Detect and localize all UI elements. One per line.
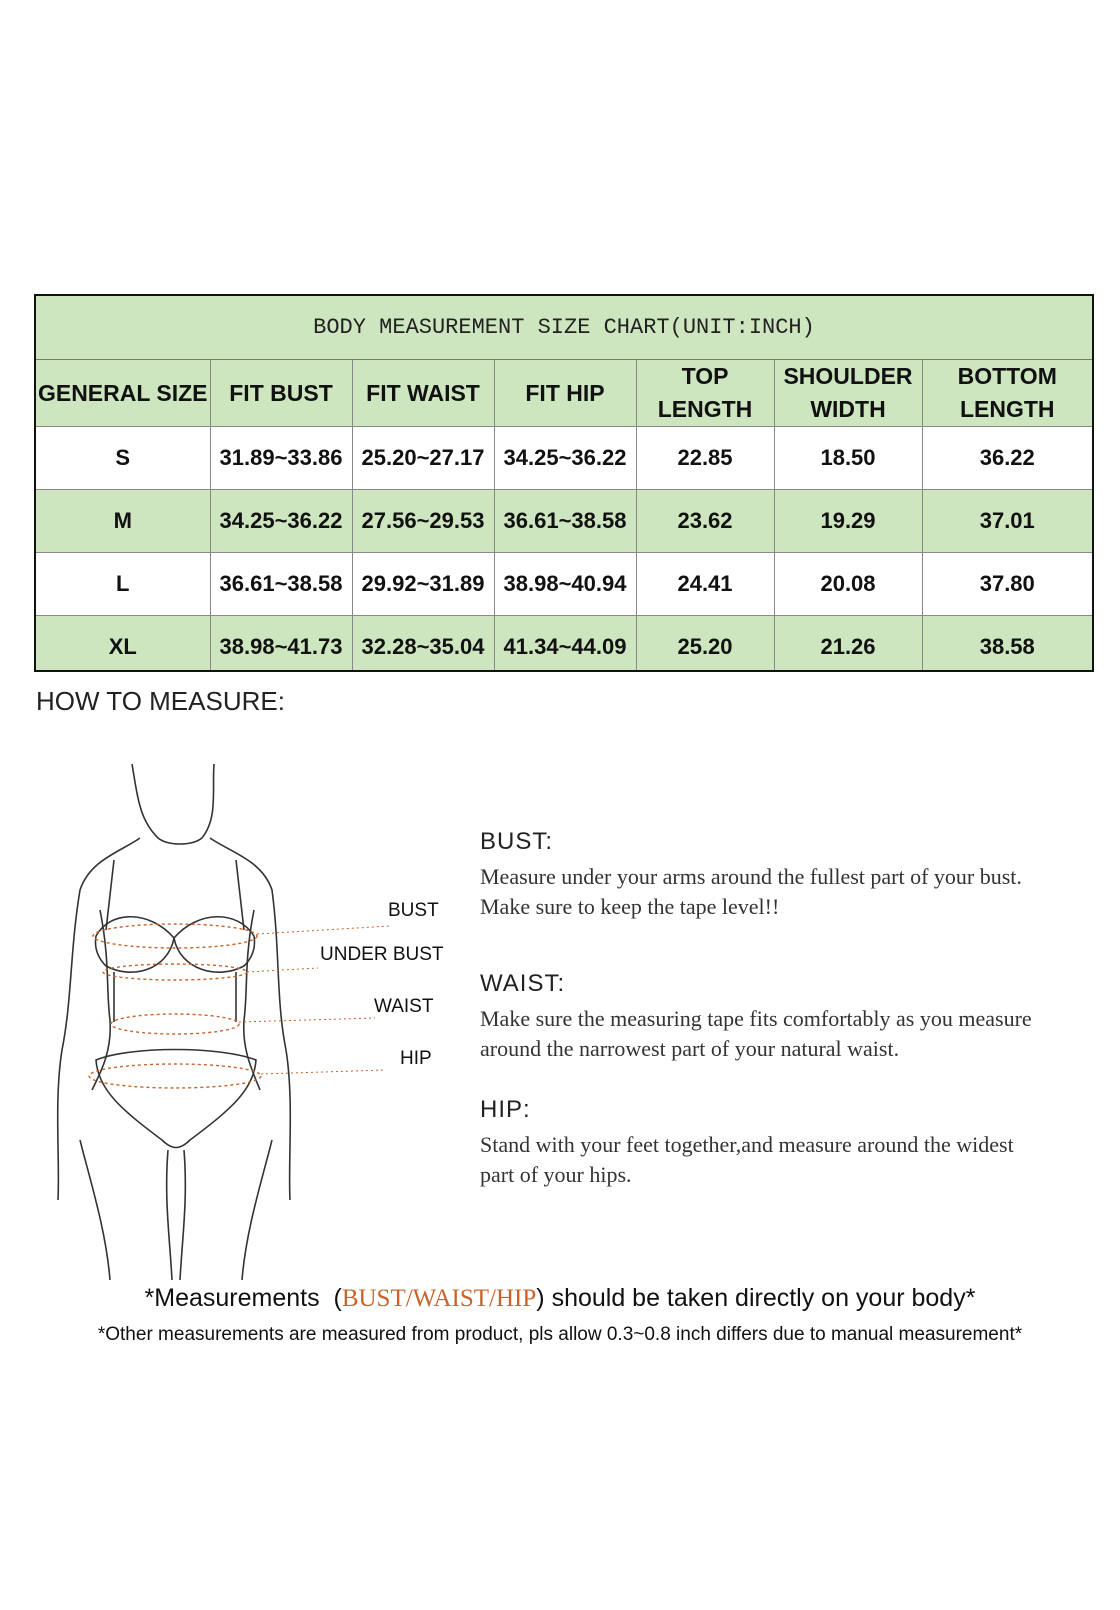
table-cell: 37.80 [922,553,1092,616]
table-row [36,427,1092,490]
size-cell: L [36,553,210,616]
table-cell: 25.20~27.17 [352,427,494,490]
size-chart [34,294,1094,672]
bust-text-line: Make sure to keep the tape level!! [480,894,780,919]
hip-text-line: Stand with your feet together,and measure around the widest [480,1132,1014,1157]
measurement-note-prefix: *Measurements ( [144,1284,342,1312]
hip-instruction [480,1096,1100,1190]
table-row [36,553,1092,616]
table-cell: 18.50 [774,427,922,490]
hip-text-line: part of your hips. [480,1162,632,1187]
product-measurement-note: *Other measurements are measured from product, pls allow 0.3~0.8 inch differs due to manual measurement* [97,1324,1023,1345]
size-cell: XL [36,616,210,673]
hip-heading: HIP: [480,1096,531,1123]
table-cell: 32.28~35.04 [352,616,494,673]
table-cell: 19.29 [774,490,922,553]
hip-label: HIP [400,1048,432,1069]
table-cell: 34.25~36.22 [494,427,636,490]
table-cell: 23.62 [636,490,774,553]
waist-text-line: Make sure the measuring tape fits comfortably as you measure [480,1006,1032,1031]
body-outline-illustration [40,760,480,1280]
column-header: BOTTOM LENGTH [922,360,1092,427]
table-cell: 38.98~40.94 [494,553,636,616]
measurement-note-accent: BUST/WAIST/HIP [341,1285,537,1312]
table-cell: 36.22 [922,427,1092,490]
column-header: TOP LENGTH [636,360,774,427]
table-cell: 34.25~36.22 [210,490,352,553]
column-header: SHOULDER WIDTH [774,360,922,427]
table-cell: 31.89~33.86 [210,427,352,490]
table-cell: 36.61~38.58 [494,490,636,553]
how-to-measure-title: HOW TO MEASURE: [36,686,285,716]
measurement-note [0,1284,1120,1313]
table-cell: 29.92~31.89 [352,553,494,616]
hip-tape [89,1064,261,1088]
size-cell: M [36,490,210,553]
waist-instruction [480,970,1100,1064]
column-header: FIT BUST [210,360,352,427]
waist-heading: WAIST: [480,970,566,997]
waist-label: WAIST [374,996,434,1017]
column-header: FIT HIP [494,360,636,427]
bust-instruction [480,828,1100,922]
size-chart-title: BODY MEASUREMENT SIZE CHART(UNIT:INCH) [36,296,1092,360]
table-cell: 36.61~38.58 [210,553,352,616]
table-cell: 25.20 [636,616,774,673]
size-table [36,360,1092,672]
table-cell: 41.34~44.09 [494,616,636,673]
under-bust-label: UNDER BUST [320,944,444,965]
bust-heading: BUST: [480,828,554,855]
size-cell: S [36,427,210,490]
bust-text-line: Measure under your arms around the fullest part of your bust. [480,864,1022,889]
waist-tape [111,1014,239,1034]
waist-text-line: around the narrowest part of your natural waist. [480,1036,900,1061]
column-header: FIT WAIST [352,360,494,427]
table-row [36,616,1092,673]
bust-label: BUST [388,900,439,921]
table-cell: 24.41 [636,553,774,616]
measurement-note-suffix: ) should be taken directly on your body* [536,1284,976,1312]
table-cell: 37.01 [922,490,1092,553]
column-header: GENERAL SIZE [36,360,210,427]
table-cell: 27.56~29.53 [352,490,494,553]
table-cell: 21.26 [774,616,922,673]
table-cell: 38.98~41.73 [210,616,352,673]
table-row [36,490,1092,553]
table-header-row [36,360,1092,427]
table-cell: 22.85 [636,427,774,490]
body-figure [40,760,480,1280]
table-cell: 20.08 [774,553,922,616]
table-cell: 38.58 [922,616,1092,673]
